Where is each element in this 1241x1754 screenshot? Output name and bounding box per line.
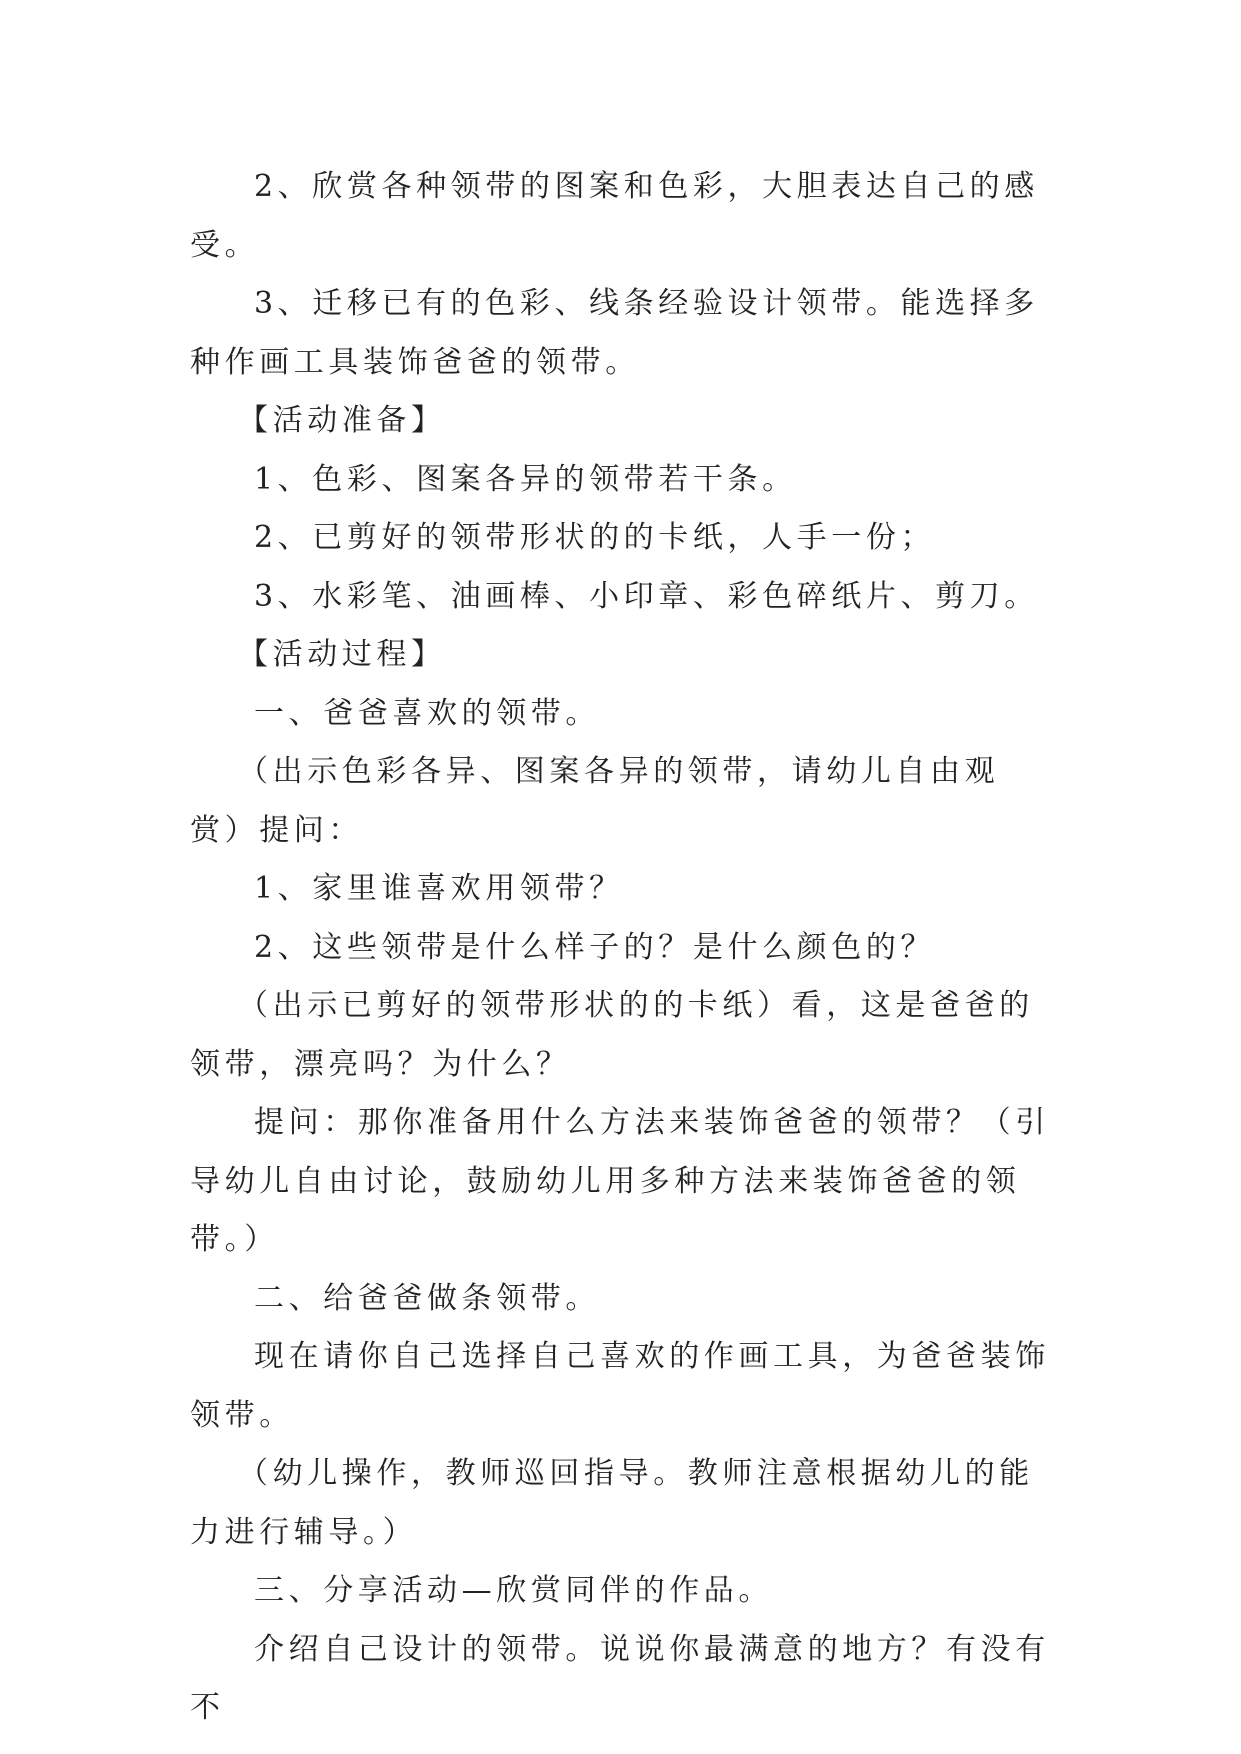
paragraph-question-2: 2、这些领带是什么样子的？是什么颜色的？ [254,929,936,965]
paragraph-show-ties: （出示色彩各异、图案各异的领带，请幼儿自由观赏）提问： [190,754,1000,848]
paragraph-prep-2: 2、已剪好的领带形状的的卡纸，人手一份； [254,520,936,555]
paragraph-step-1: 一、爸爸喜欢的领带。 [254,695,600,731]
paragraph-step-2: 二、给爸爸做条领带。 [254,1280,600,1316]
paragraph-prep-3: 3、水彩笔、油画棒、小印章、彩色碎纸片、剪刀。 [254,578,1039,614]
paragraph-question-1: 1、家里谁喜欢用领带？ [254,871,624,906]
paragraph-step-3: 三、分享活动—欣赏同伴的作品。 [254,1573,773,1608]
section-heading-preparation: 【活动准备】 [238,403,446,438]
paragraph-children-operate: （幼儿操作，教师巡回指导。教师注意根据幼儿的能力进行辅导。） [190,1456,1034,1550]
paragraph-choose-tools: 现在请你自己选择自己喜欢的作画工具，为爸爸装饰领带。 [190,1339,1050,1433]
paragraph-show-cardboard: （出示已剪好的领带形状的的卡纸）看，这是爸爸的领带，漂亮吗？为什么？ [190,988,1034,1082]
paragraph-introduce: 介绍自己设计的领带。说说你最满意的地方？有没有不 [190,1631,1050,1725]
paragraph-prep-1: 1、色彩、图案各异的领带若干条。 [254,461,797,497]
section-heading-process: 【活动过程】 [238,637,446,672]
paragraph-goal-2: 2、欣赏各种领带的图案和色彩，大胆表达自己的感受。 [190,169,1039,263]
paragraph-goal-3: 3、迁移已有的色彩、线条经验设计领带。能选择多种作画工具装饰爸爸的领带。 [190,286,1039,380]
document-body [190,158,1050,1738]
paragraph-question-method: 提问：那你准备用什么方法来装饰爸爸的领带？（引导幼儿自由讨论，鼓励幼儿用多种方法来装饰爸爸的领带。） [190,1105,1050,1257]
